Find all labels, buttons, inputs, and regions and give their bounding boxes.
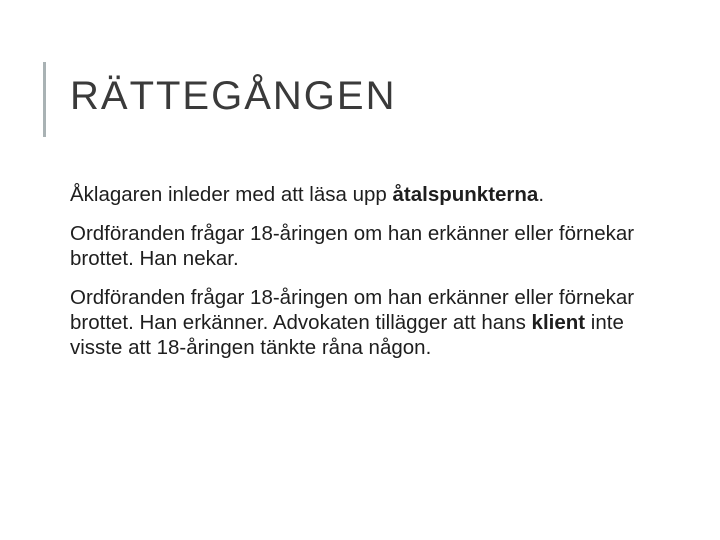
paragraph-3: [70, 285, 670, 360]
paragraph-3-end: inte visste att 18-åringen tänkte råna någon.: [70, 311, 624, 359]
paragraph-2-text: Ordföranden frågar 18-åringen om han erkänner eller förnekar brottet. Han nekar.: [70, 222, 635, 270]
paragraph-1-bold-term: åtalspunkterna: [392, 183, 539, 206]
paragraph-2: [70, 221, 670, 271]
title-accent-bar: [43, 62, 46, 137]
paragraph-1: [70, 182, 670, 207]
slide-title: RÄTTEGÅNGEN: [70, 74, 397, 118]
paragraph-1-text: Åklagaren inleder med att läsa upp: [70, 183, 393, 206]
paragraph-1-end: .: [538, 183, 545, 206]
paragraph-3-text: Ordföranden frågar 18-åringen om han erkänner eller förnekar brottet. Han erkänner. Advokaten tillägger att hans: [70, 286, 635, 334]
slide-body: [70, 182, 670, 374]
paragraph-3-bold-term: klient: [531, 311, 586, 334]
